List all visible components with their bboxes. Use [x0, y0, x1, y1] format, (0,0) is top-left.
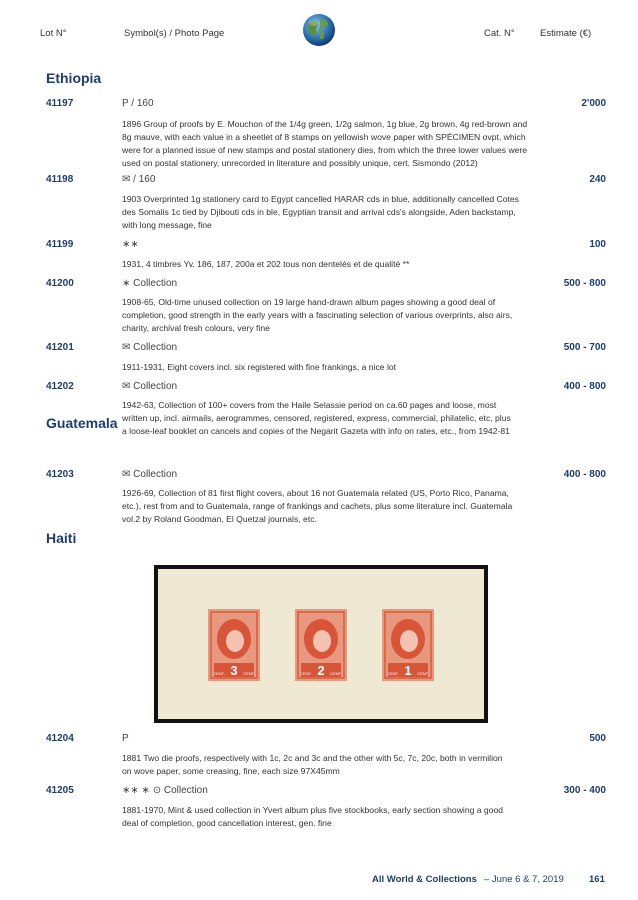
lot-symbols: P / 160 [122, 98, 154, 109]
stamp-value: 3 [230, 663, 238, 678]
description-line: a loose-leaf booklet on cancels and copies of the Negarit Gazeta with info on rates, etc., from 1942-81 [122, 426, 510, 436]
description-line: 1908-65, Old-time unused collection on 19 large hand-drawn album pages showing a good deal of [122, 297, 496, 307]
lot-symbols: ✉ / 160 [122, 174, 156, 185]
stamp-proof [382, 609, 434, 681]
lot-description [122, 487, 532, 526]
lot-description [122, 804, 532, 830]
description-line: on wove paper, some creasing, fine, each size 97X45mm [122, 766, 340, 776]
stamp-cent-right: CENT. [417, 671, 429, 676]
description-line: deal of completion, good cancellation interest, gen. fine [122, 818, 332, 828]
lot-symbols: ✉ Collection [122, 381, 178, 392]
lot-number: 41205 [46, 785, 74, 796]
globe-icon [302, 13, 336, 47]
footer-title: All World & Collections [372, 874, 477, 885]
lot-estimate: 2'000 [581, 98, 606, 109]
lot-description [122, 752, 532, 778]
lot-number: 41197 [46, 98, 74, 109]
description-line: 1926-69, Collection of 81 first flight covers, about 16 not Guatemala related (US, Porto Rico, Panama, [122, 488, 509, 498]
page-number: 161 [589, 874, 605, 885]
column-estimate: Estimate (€) [540, 28, 592, 39]
footer-date: – June 6 & 7, 2019 [484, 874, 564, 885]
description-line: charity, archival fresh colours, very fine [122, 323, 270, 333]
description-line: des Somalis 1c tied by Djibouti cds in ble, Egyptian transit and arrival cds's alongside, Aden backstamp, [122, 207, 516, 217]
lot-description [122, 193, 532, 232]
lot-estimate: 100 [589, 239, 606, 250]
stamp-cent-left: CENT. [213, 671, 225, 676]
column-cat: Cat. N° [484, 28, 515, 39]
description-line: etc.), rest from and to Guatemala, range of frankings and cachets, plus some literature incl. Guatemala [122, 501, 513, 511]
stamp-cent-right: CENT. [330, 671, 342, 676]
column-symbols: Symbol(s) / Photo Page [124, 28, 225, 39]
country-heading-haiti: Haiti [46, 530, 77, 546]
lot-symbols: ∗∗ [122, 239, 139, 250]
lot-description [122, 118, 532, 170]
lot-symbols: P [122, 733, 129, 744]
description-line: 1903 Overprinted 1g stationery card to Egypt cancelled HARAR cds in blue, additionally cancelled Cotes [122, 194, 519, 204]
lot-estimate: 500 [589, 733, 606, 744]
description-line: 1896 Group of proofs by E. Mouchon of the 1/4g green, 1/2g salmon, 1g blue, 2g brown, 4g red-brown and [122, 119, 528, 129]
proof-paper [158, 569, 484, 719]
page-header [0, 0, 638, 60]
description-line: 1911-1931, Eight covers incl. six registered with fine frankings, a nice lot [122, 362, 397, 372]
column-lot: Lot N° [40, 28, 67, 39]
description-line: 1881-1970, Mint & used collection in Yvert album plus five stockbooks, early section showing a good [122, 805, 504, 815]
description-line: used on postal stationery, unrecorded in literature and possibly unique, cert. Sismondo (2012) [122, 158, 478, 168]
stamp-proof [295, 609, 347, 681]
lot-description [122, 361, 532, 374]
lot-estimate: 400 - 800 [563, 381, 606, 392]
stamp-photo [154, 565, 488, 723]
stamp-cent-left: CENT. [387, 671, 399, 676]
lot-number: 41204 [46, 733, 74, 744]
lot-estimate: 240 [589, 174, 606, 185]
lot-number: 41203 [46, 469, 74, 480]
lot-symbols: ✉ Collection [122, 469, 178, 480]
description-line: 1881 Two die proofs, respectively with 1c, 2c and 3c and the other with 5c, 7c, 20c, both in vermilion [122, 753, 503, 763]
lot-symbols: ✉ Collection [122, 342, 178, 353]
lot-number: 41200 [46, 278, 74, 289]
stamp-cent-right: CENT. [243, 671, 255, 676]
lot-estimate: 400 - 800 [563, 469, 606, 480]
lot-description [122, 399, 532, 438]
lot-number: 41201 [46, 342, 74, 353]
description-line: 1942-63, Collection of 100+ covers from the Haile Selassie period on ca.60 pages and loose, most [122, 400, 497, 410]
description-line: completion, good strength in the early years with a fascinating selection of various overprints, also airs, [122, 310, 513, 320]
description-line: were for a planned issue of new stamps and postal stationery dies, from which the three lower values were [122, 145, 528, 155]
stamp-cent-left: CENT. [300, 671, 312, 676]
lot-symbols: ∗∗ ∗ ⊙ Collection [122, 785, 208, 796]
stamp-proof [208, 609, 260, 681]
lot-symbols: ∗ Collection [122, 278, 178, 289]
lot-number: 41198 [46, 174, 74, 185]
description-line: vol.2 by Roland Goodman, El Quetzal journals, etc. [122, 514, 317, 524]
lot-estimate: 300 - 400 [563, 785, 606, 796]
lot-number: 41202 [46, 381, 74, 392]
lot-description [122, 296, 532, 335]
stamp-strip [158, 569, 484, 719]
stamp-value: 2 [317, 663, 325, 678]
lot-estimate: 500 - 700 [563, 342, 606, 353]
country-heading-ethiopia: Ethiopia [46, 70, 102, 86]
lot-description [122, 258, 532, 271]
description-line: 1931, 4 timbres Yv. 186, 187, 200a et 202 tous non dentelés et de qualité ** [122, 259, 410, 269]
lot-estimate: 500 - 800 [563, 278, 606, 289]
stamp-value: 1 [404, 663, 412, 678]
description-line: with long message, fine [122, 220, 212, 230]
country-heading-guatemala: Guatemala [46, 415, 118, 431]
lot-number: 41199 [46, 239, 74, 250]
description-line: written up, incl. airmails, aerogrammes, censored, registered, express, commercial, philatelic, etc, plus [122, 413, 511, 423]
description-line: 8g mauve, with each value in a sheetlet of 8 stamps on yellowish wove paper with SPÉCIMEN ovpt, which [122, 132, 526, 142]
